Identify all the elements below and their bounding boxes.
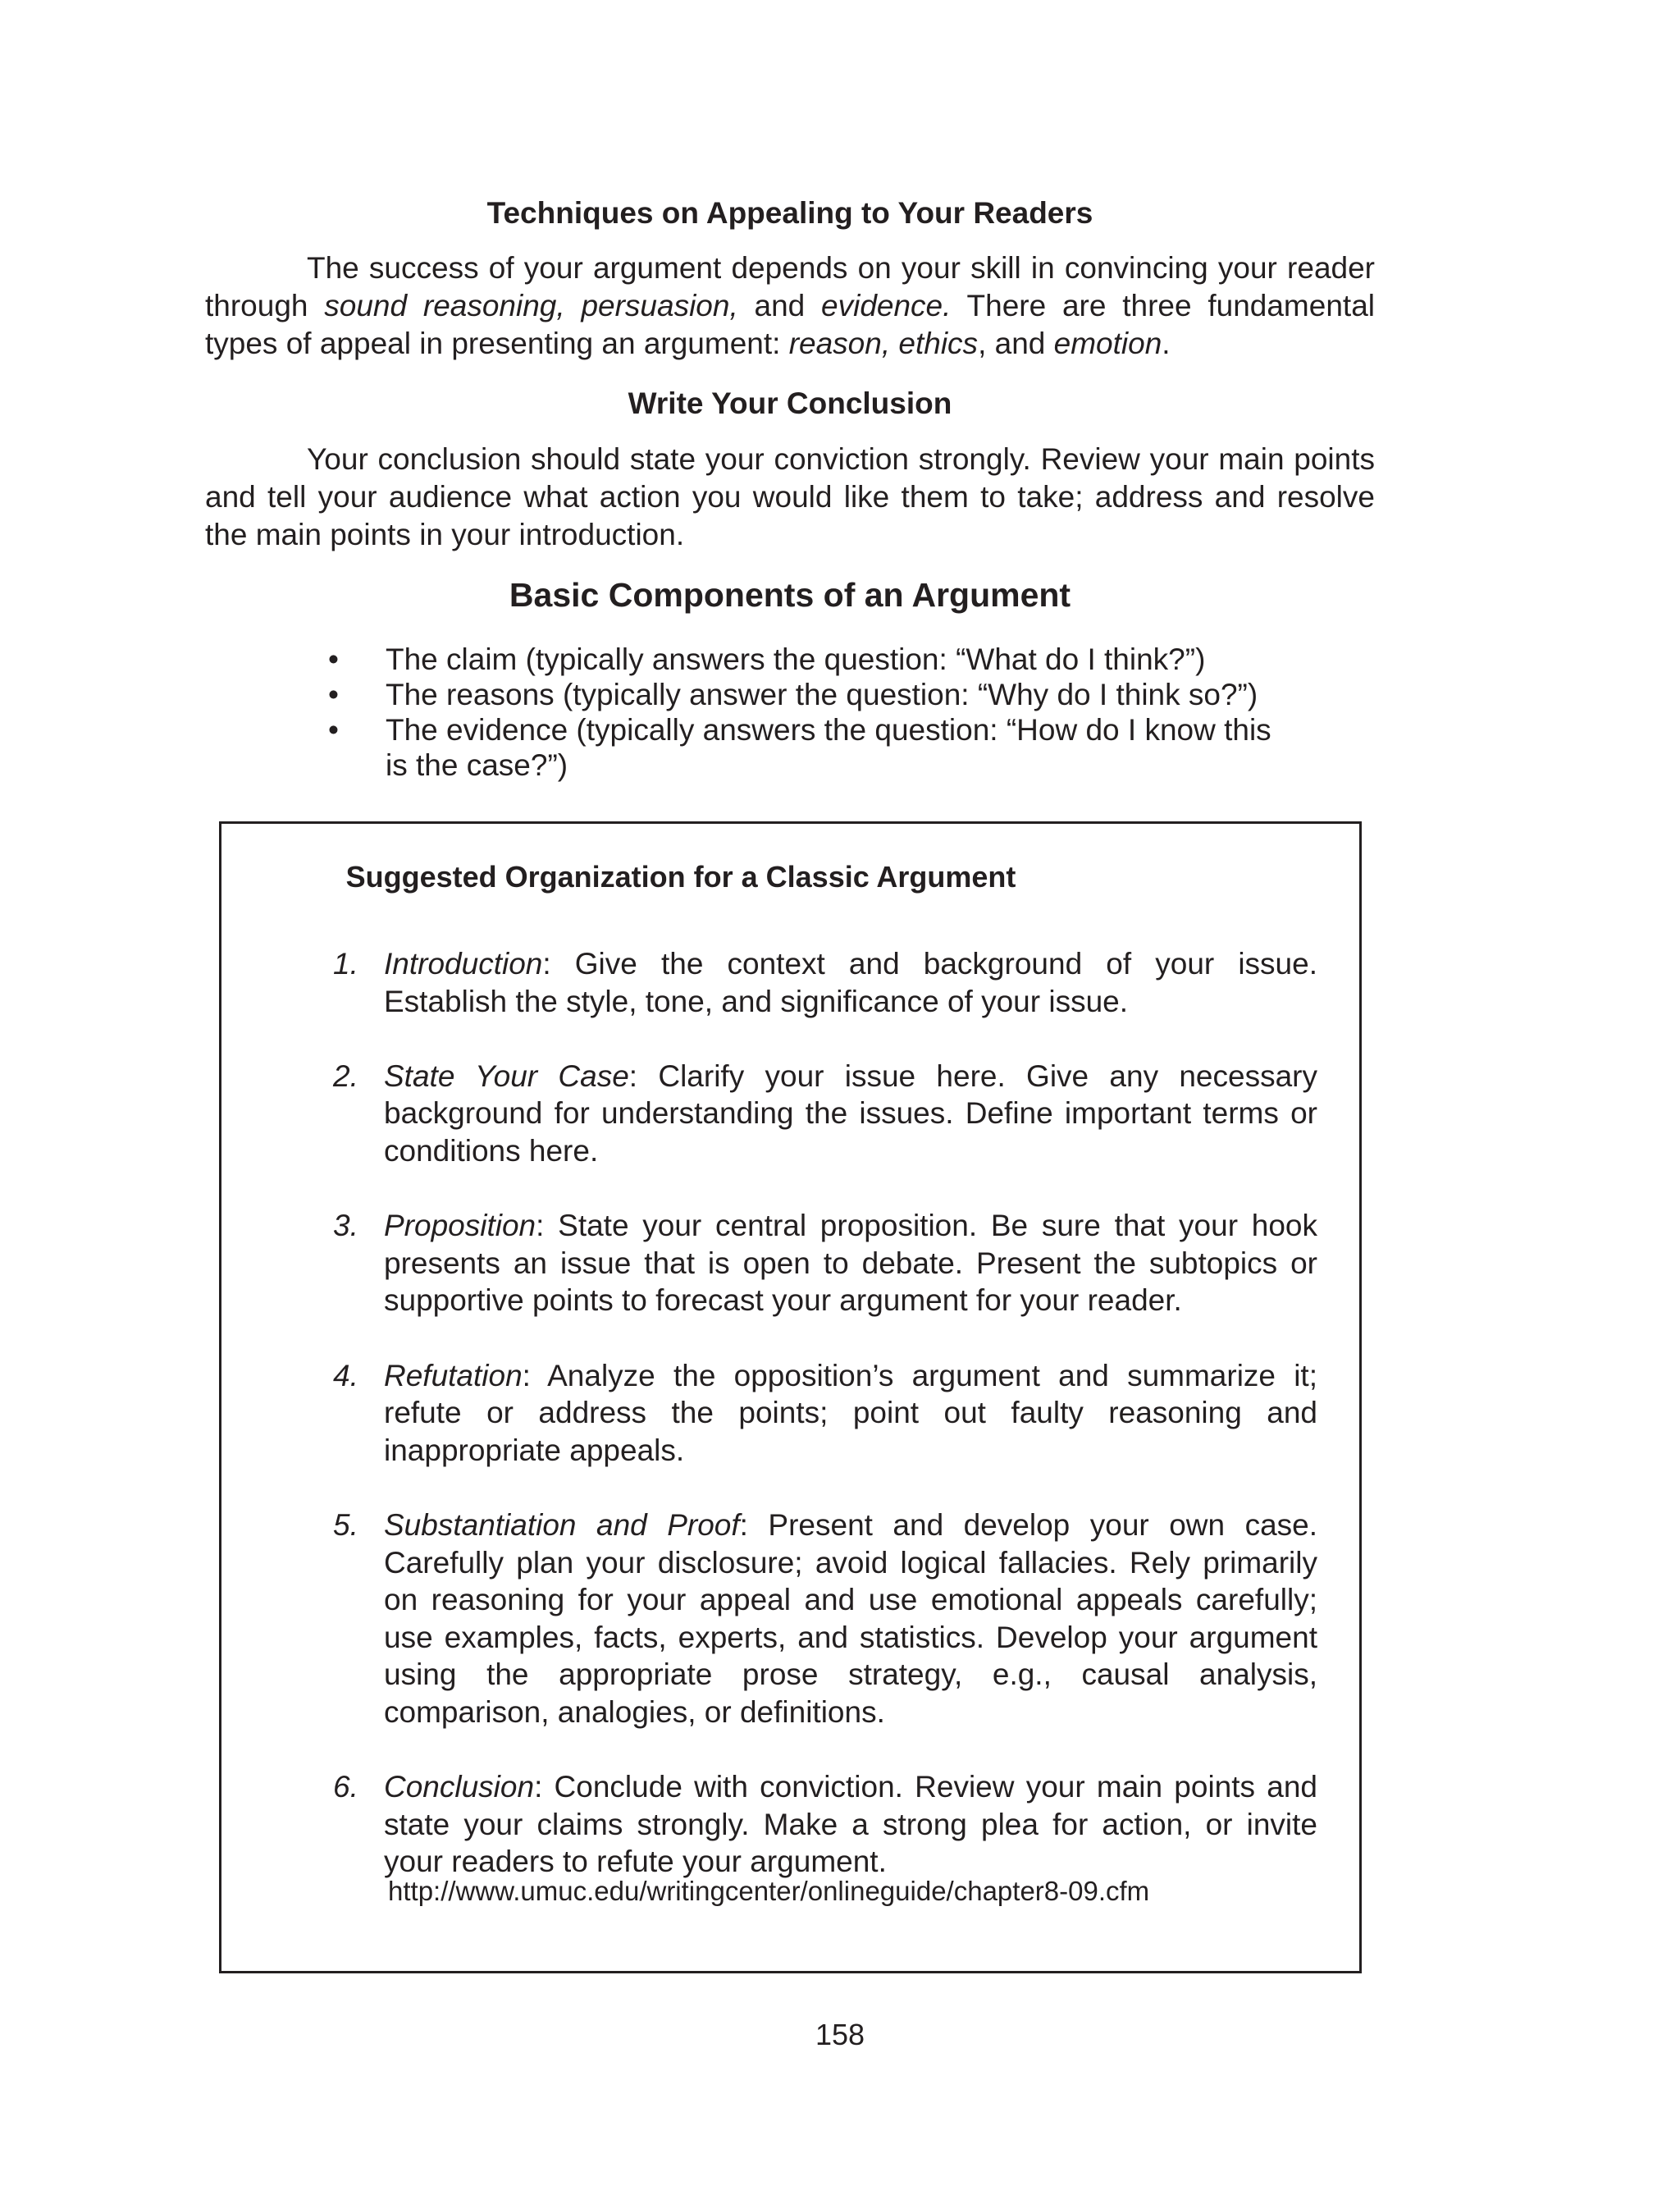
item-text: : Give the context and background of your issue. Establish the style, tone, and significance of your issue. — [384, 947, 1317, 1018]
list-item — [333, 1357, 1317, 1470]
item-text: : Present and develop your own case. Carefully plan your disclosure; avoid logical fallacies. Rely primarily on reasoning for your appeal and use emotional appeals carefully; use examples, facts, experts, and statistics. Develop your argument using the appropriate prose strategy, e.g., causal analysis, comparison, analogies, or definitions. — [384, 1507, 1317, 1729]
techniques-text-5: . — [1162, 327, 1171, 361]
techniques-emphasis-2: evidence. — [821, 289, 952, 323]
item-term: Conclusion — [384, 1770, 535, 1804]
list-item — [328, 712, 1288, 783]
list-item — [333, 1768, 1317, 1881]
conclusion-paragraph: Your conclusion should state your conviction strongly. Review your main points and tell your audience what action you would like them to take; address and resolve the main points in your introduction. — [205, 441, 1375, 551]
bullet-icon: • — [328, 712, 339, 747]
box-title: Suggested Organization for a Classic Argument — [345, 860, 1016, 894]
list-item-text: The claim (typically answers the question: “What do I think?”) — [386, 642, 1206, 676]
bullet-icon: • — [328, 642, 339, 676]
list-item-text: The evidence (typically answers the question: “How do I know this is the case?”) — [386, 712, 1271, 782]
item-number: 4. — [333, 1358, 358, 1392]
item-term: Refutation — [384, 1358, 523, 1392]
item-term: Introduction — [384, 947, 543, 981]
list-item — [333, 1506, 1317, 1731]
conclusion-heading: Write Your Conclusion — [628, 386, 952, 421]
page-number: 158 — [815, 2018, 865, 2051]
techniques-heading: Techniques on Appealing to Your Readers — [486, 196, 1093, 230]
techniques-text-1: The success of your argument depends on your skill in convincing your reader through — [205, 251, 1375, 323]
item-number: 5. — [333, 1507, 358, 1542]
item-text: : Clarify your issue here. Give any necessary background for understanding the issues. Define important terms or conditions here. — [384, 1058, 1317, 1168]
organization-box — [219, 821, 1362, 1973]
techniques-emphasis-1: sound reasoning, persuasion, — [324, 289, 738, 323]
item-number: 1. — [333, 947, 358, 981]
techniques-text-2: and — [737, 289, 822, 323]
source-url: http://www.umuc.edu/writingcenter/onlineguide/chapter8-09.cfm — [388, 1876, 1150, 1906]
techniques-text-3: There are three fundamental types of appeal in presenting an argument: — [205, 289, 1375, 361]
item-term: State Your Case — [384, 1058, 629, 1093]
techniques-emphasis-3: reason, ethics — [788, 327, 979, 361]
item-number: 6. — [333, 1770, 358, 1804]
item-term: Proposition — [384, 1209, 536, 1243]
techniques-text-4: , and — [978, 327, 1054, 361]
main-content — [205, 195, 1375, 783]
techniques-emphasis-4: emotion — [1053, 327, 1162, 361]
item-text: : Analyze the opposition’s argument and summarize it; refute or address the points; point out faulty reasoning and inappropriate appeals. — [384, 1358, 1317, 1467]
list-item — [333, 1207, 1317, 1319]
techniques-paragraph — [205, 249, 1375, 363]
item-number: 2. — [333, 1058, 358, 1093]
item-term: Substantiation and Proof — [384, 1507, 740, 1542]
list-item — [333, 1058, 1317, 1170]
item-number: 3. — [333, 1209, 358, 1243]
list-item — [328, 677, 1288, 712]
item-text: : State your central proposition. Be sure that your hook presents an issue that is open to debate. Present the subtopics or supportive points to forecast your argument for your reader. — [384, 1209, 1317, 1318]
list-item-text: The reasons (typically answer the question: “Why do I think so?”) — [386, 677, 1258, 711]
list-item — [328, 642, 1288, 677]
components-list — [205, 642, 1375, 783]
list-item — [333, 945, 1317, 1020]
bullet-icon: • — [328, 677, 339, 711]
item-text: : Conclude with conviction. Review your main points and state your claims strongly. Make a strong plea for action, or invite your readers to refute your argument. — [384, 1770, 1317, 1879]
organization-list — [333, 945, 1317, 1918]
components-heading: Basic Components of an Argument — [509, 575, 1071, 614]
